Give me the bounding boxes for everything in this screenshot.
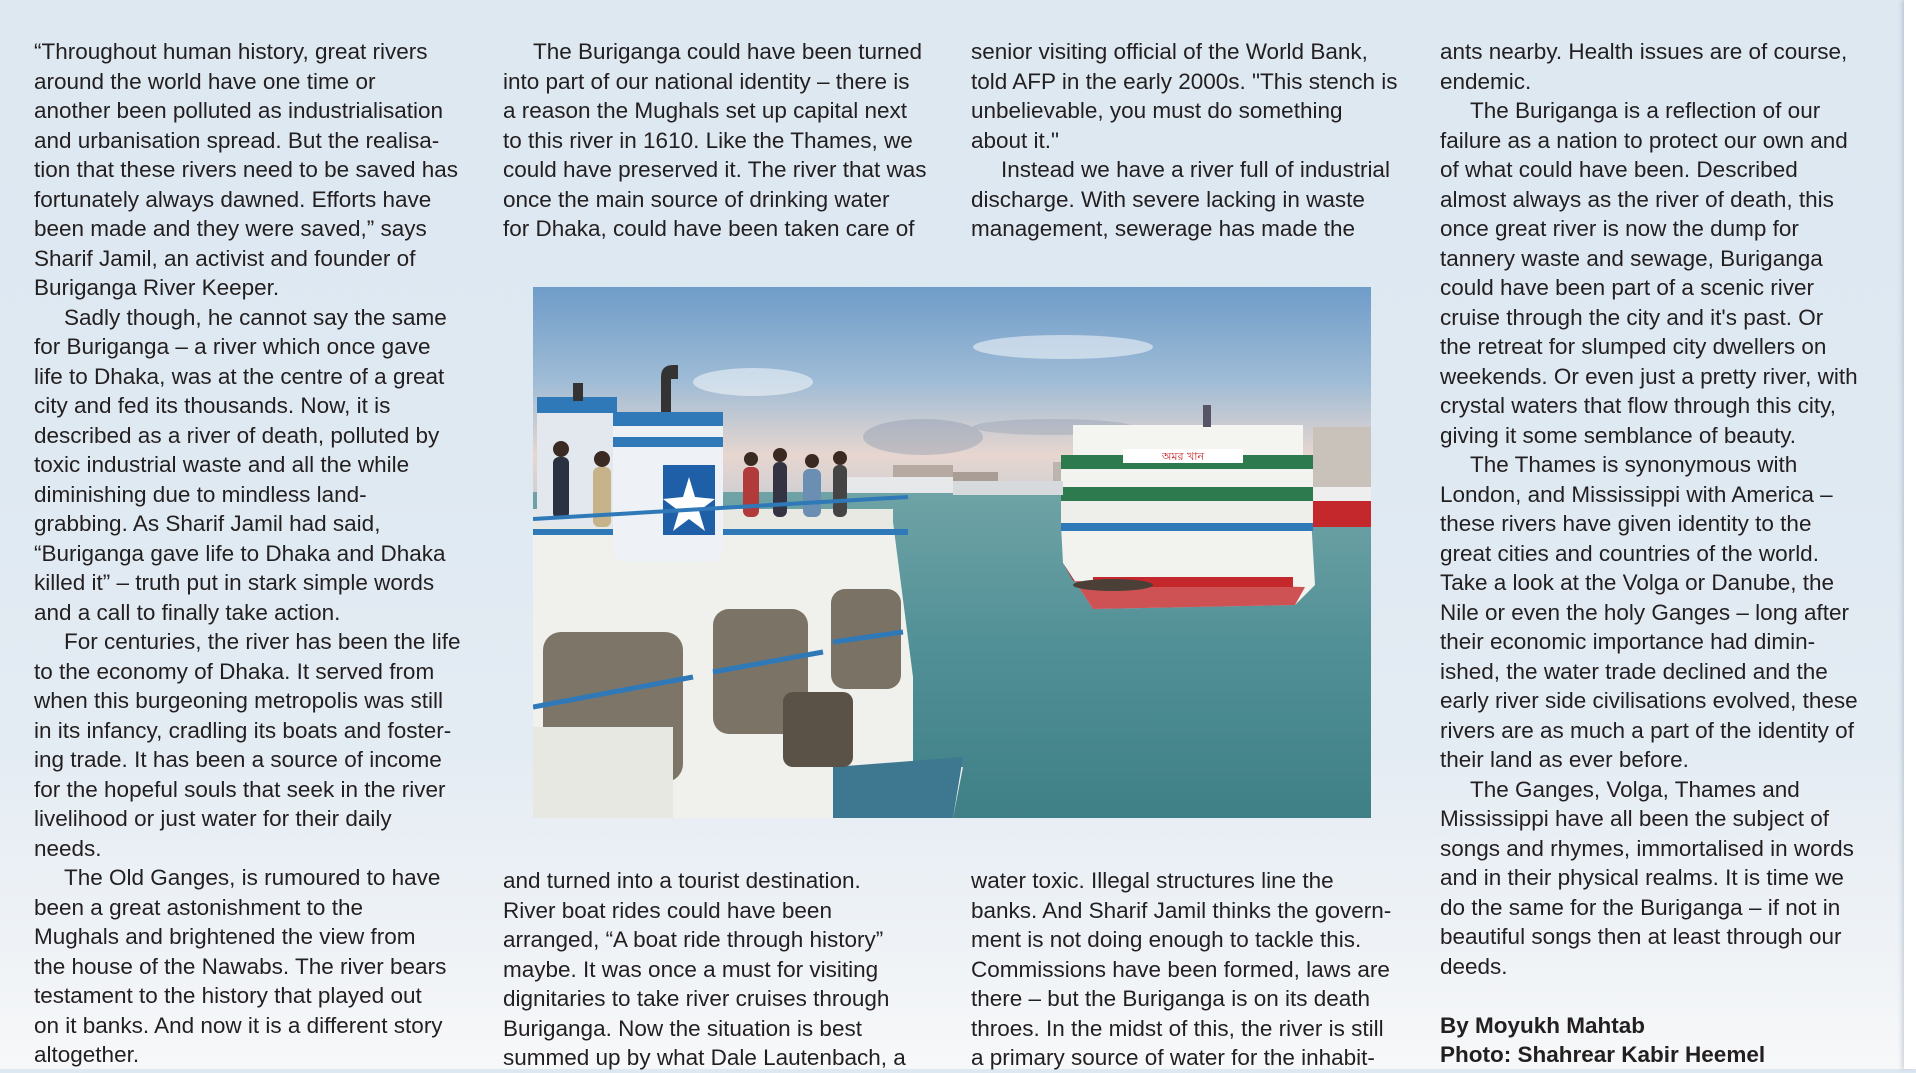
text-line: banks. And Sharif Jamil thinks the govern- bbox=[971, 897, 1392, 923]
byline: By Moyukh Mahtab bbox=[1440, 1012, 1646, 1038]
text-line: described as a river of death, polluted by bbox=[34, 422, 440, 448]
text-line: in its infancy, cradling its boats and foster- bbox=[34, 717, 452, 743]
text-line: of what could have been. Described bbox=[1440, 157, 1798, 182]
article-column-3-top bbox=[971, 37, 1411, 244]
text-line: beautiful songs then at least through our bbox=[1440, 924, 1842, 949]
text-line: discharge. With severe lacking in waste bbox=[971, 186, 1365, 212]
text-line: Buriganga River Keeper. bbox=[34, 275, 280, 300]
article-column-3-bottom bbox=[971, 866, 1411, 1073]
text-line: needs. bbox=[34, 835, 102, 861]
right-ferry bbox=[1061, 405, 1315, 609]
text-line: throes. In the midst of this, the river is still bbox=[971, 1015, 1384, 1041]
text-line: and urbanisation spread. But the realisa- bbox=[34, 127, 440, 153]
text-line: deeds. bbox=[1440, 953, 1508, 979]
text-line: Sharif Jamil, an activist and founder of bbox=[34, 245, 416, 271]
text-line: great cities and countries of the world. bbox=[1440, 540, 1819, 566]
text-line: Commissions have been formed, laws are bbox=[971, 956, 1390, 982]
text-line: ished, the water trade declined and the bbox=[1440, 658, 1828, 684]
text-line: Take a look at the Volga or Danube, the bbox=[1440, 570, 1835, 595]
text-line: Sadly though, he cannot say the same bbox=[64, 304, 447, 330]
text-line: For centuries, the river has been the life bbox=[64, 629, 461, 654]
text-line: dignitaries to take river cruises through bbox=[503, 986, 890, 1011]
article-column-2-top bbox=[503, 37, 943, 244]
text-line: Nile or even the holy Ganges – long after bbox=[1440, 599, 1849, 625]
text-line: for Dhaka, could have been taken care of bbox=[503, 216, 915, 241]
text-line: around the world have one time or bbox=[34, 68, 376, 94]
text-line: almost always as the river of death, this bbox=[1440, 186, 1834, 212]
text-line: life to Dhaka, was at the centre of a great bbox=[34, 363, 445, 389]
ferry-name-sign: অমর খান bbox=[1161, 450, 1205, 463]
text-line: once great river is now the dump for bbox=[1440, 216, 1799, 241]
text-line: management, sewerage has made the bbox=[971, 216, 1355, 241]
text-line: been a great astonishment to the bbox=[34, 894, 363, 920]
text-line: do the same for the Buriganga – if not in bbox=[1440, 894, 1841, 920]
text-line: senior visiting official of the World Bank, bbox=[971, 39, 1368, 64]
text-line: The Buriganga is a reflection of our bbox=[1470, 98, 1821, 123]
text-line: songs and rhymes, immortalised in words bbox=[1440, 835, 1854, 861]
text-line: killed it” – truth put in stark simple words bbox=[34, 570, 435, 595]
small-boat bbox=[1073, 579, 1153, 591]
text-line: diminishing due to mindless land- bbox=[34, 481, 367, 507]
text-line: ment is not doing enough to tackle this. bbox=[971, 927, 1362, 952]
text-line: weekends. Or even just a pretty river, with bbox=[1440, 363, 1858, 389]
text-line: “Throughout human history, great rivers bbox=[34, 39, 428, 64]
text-line: failure as a nation to protect our own and bbox=[1440, 127, 1848, 153]
text-line: endemic. bbox=[1440, 68, 1532, 94]
text-line: once the main source of drinking water bbox=[503, 186, 890, 212]
text-line: there – but the Buriganga is on its death bbox=[971, 986, 1371, 1011]
text-line: tannery waste and sewage, Buriganga bbox=[1440, 245, 1823, 271]
text-line: altogether. bbox=[34, 1042, 140, 1067]
text-line: “Buriganga gave life to Dhaka and Dhaka bbox=[34, 540, 446, 566]
text-line: Buriganga. Now the situation is best bbox=[503, 1015, 862, 1041]
text-line: been made and they were saved,” says bbox=[34, 216, 427, 241]
text-line: their land as ever before. bbox=[1440, 747, 1689, 772]
text-line: for the hopeful souls that seek in the river bbox=[34, 776, 446, 802]
text-line: another been polluted as industrialisation bbox=[34, 98, 444, 123]
text-line: and a call to finally take action. bbox=[34, 599, 341, 625]
text-line: toxic industrial waste and all the while bbox=[34, 452, 410, 477]
article-column-4 bbox=[1440, 37, 1880, 1070]
text-line: the retreat for slumped city dwellers on bbox=[1440, 334, 1827, 359]
text-line: Instead we have a river full of industrial bbox=[1001, 157, 1390, 182]
text-line: tion that these rivers need to be saved has bbox=[34, 157, 459, 182]
text-line: into part of our national identity – there is bbox=[503, 68, 910, 94]
text-line: to this river in 1610. Like the Thames, we bbox=[503, 127, 913, 153]
text-line: could have preserved it. The river that was bbox=[503, 157, 927, 182]
text-line: grabbing. As Sharif Jamil had said, bbox=[34, 511, 381, 536]
text-line: city and fed its thousands. Now, it is bbox=[34, 393, 391, 418]
article-column-2-bottom bbox=[503, 866, 943, 1073]
text-line: the house of the Nawabs. The river bears bbox=[34, 953, 447, 979]
text-line: ing trade. It has been a source of income bbox=[34, 747, 442, 772]
text-line: water toxic. Illegal structures line the bbox=[971, 868, 1334, 893]
text-line: The Thames is synonymous with bbox=[1470, 452, 1798, 477]
text-line: London, and Mississippi with America – bbox=[1440, 481, 1833, 507]
text-line: told AFP in the early 2000s. "This stench is bbox=[971, 68, 1398, 94]
photo-credit: Photo: Shahrear Kabir Heemel bbox=[1440, 1042, 1766, 1067]
text-line: testament to the history that played out bbox=[34, 983, 422, 1008]
text-line: maybe. It was once a must for visiting bbox=[503, 956, 879, 982]
text-line: a reason the Mughals set up capital next bbox=[503, 98, 908, 123]
ferry-photo bbox=[533, 287, 1371, 818]
text-line: their economic importance had dimin- bbox=[1440, 629, 1816, 654]
text-line: fortunately always dawned. Efforts have bbox=[34, 186, 432, 212]
text-line: when this burgeoning metropolis was still bbox=[34, 688, 443, 713]
text-line: rivers are as much a part of the identity of bbox=[1440, 717, 1854, 743]
text-line: summed up by what Dale Lautenbach, a bbox=[503, 1045, 906, 1070]
text-line: cruise through the city and it's past. Or bbox=[1440, 304, 1824, 330]
text-line: unbelievable, you must do something bbox=[971, 98, 1343, 123]
text-line: a primary source of water for the inhabit- bbox=[971, 1045, 1375, 1070]
text-line: about it." bbox=[971, 127, 1060, 153]
text-line: these rivers have given identity to the bbox=[1440, 511, 1812, 536]
text-line: giving it some semblance of beauty. bbox=[1440, 422, 1797, 448]
text-line: Mississippi have all been the subject of bbox=[1440, 806, 1829, 831]
page-edge bbox=[1904, 0, 1916, 1069]
text-line: and in their physical realms. It is time we bbox=[1440, 865, 1844, 890]
text-line: Mughals and brightened the view from bbox=[34, 924, 416, 949]
text-line: arranged, “A boat ride through history” bbox=[503, 927, 884, 952]
text-line: The Ganges, Volga, Thames and bbox=[1470, 776, 1800, 802]
text-line: River boat rides could have been bbox=[503, 897, 832, 923]
ferry-photo-illustration bbox=[533, 287, 1371, 818]
text-line: and turned into a tourist destination. bbox=[503, 868, 861, 893]
text-line: ants nearby. Health issues are of course, bbox=[1440, 39, 1848, 64]
text-line: livelihood or just water for their daily bbox=[34, 806, 392, 831]
text-line: to the economy of Dhaka. It served from bbox=[34, 658, 435, 684]
text-line: The Old Ganges, is rumoured to have bbox=[64, 865, 441, 890]
text-line: for Buriganga – a river which once gave bbox=[34, 334, 431, 359]
text-line: early river side civilisations evolved, these bbox=[1440, 688, 1858, 713]
article-column-1 bbox=[34, 37, 474, 1070]
text-line: could have been part of a scenic river bbox=[1440, 275, 1814, 300]
text-line: on it banks. And now it is a different story bbox=[34, 1012, 443, 1038]
text-line: The Buriganga could have been turned bbox=[533, 39, 923, 64]
text-line: crystal waters that flow through this city, bbox=[1440, 393, 1836, 418]
